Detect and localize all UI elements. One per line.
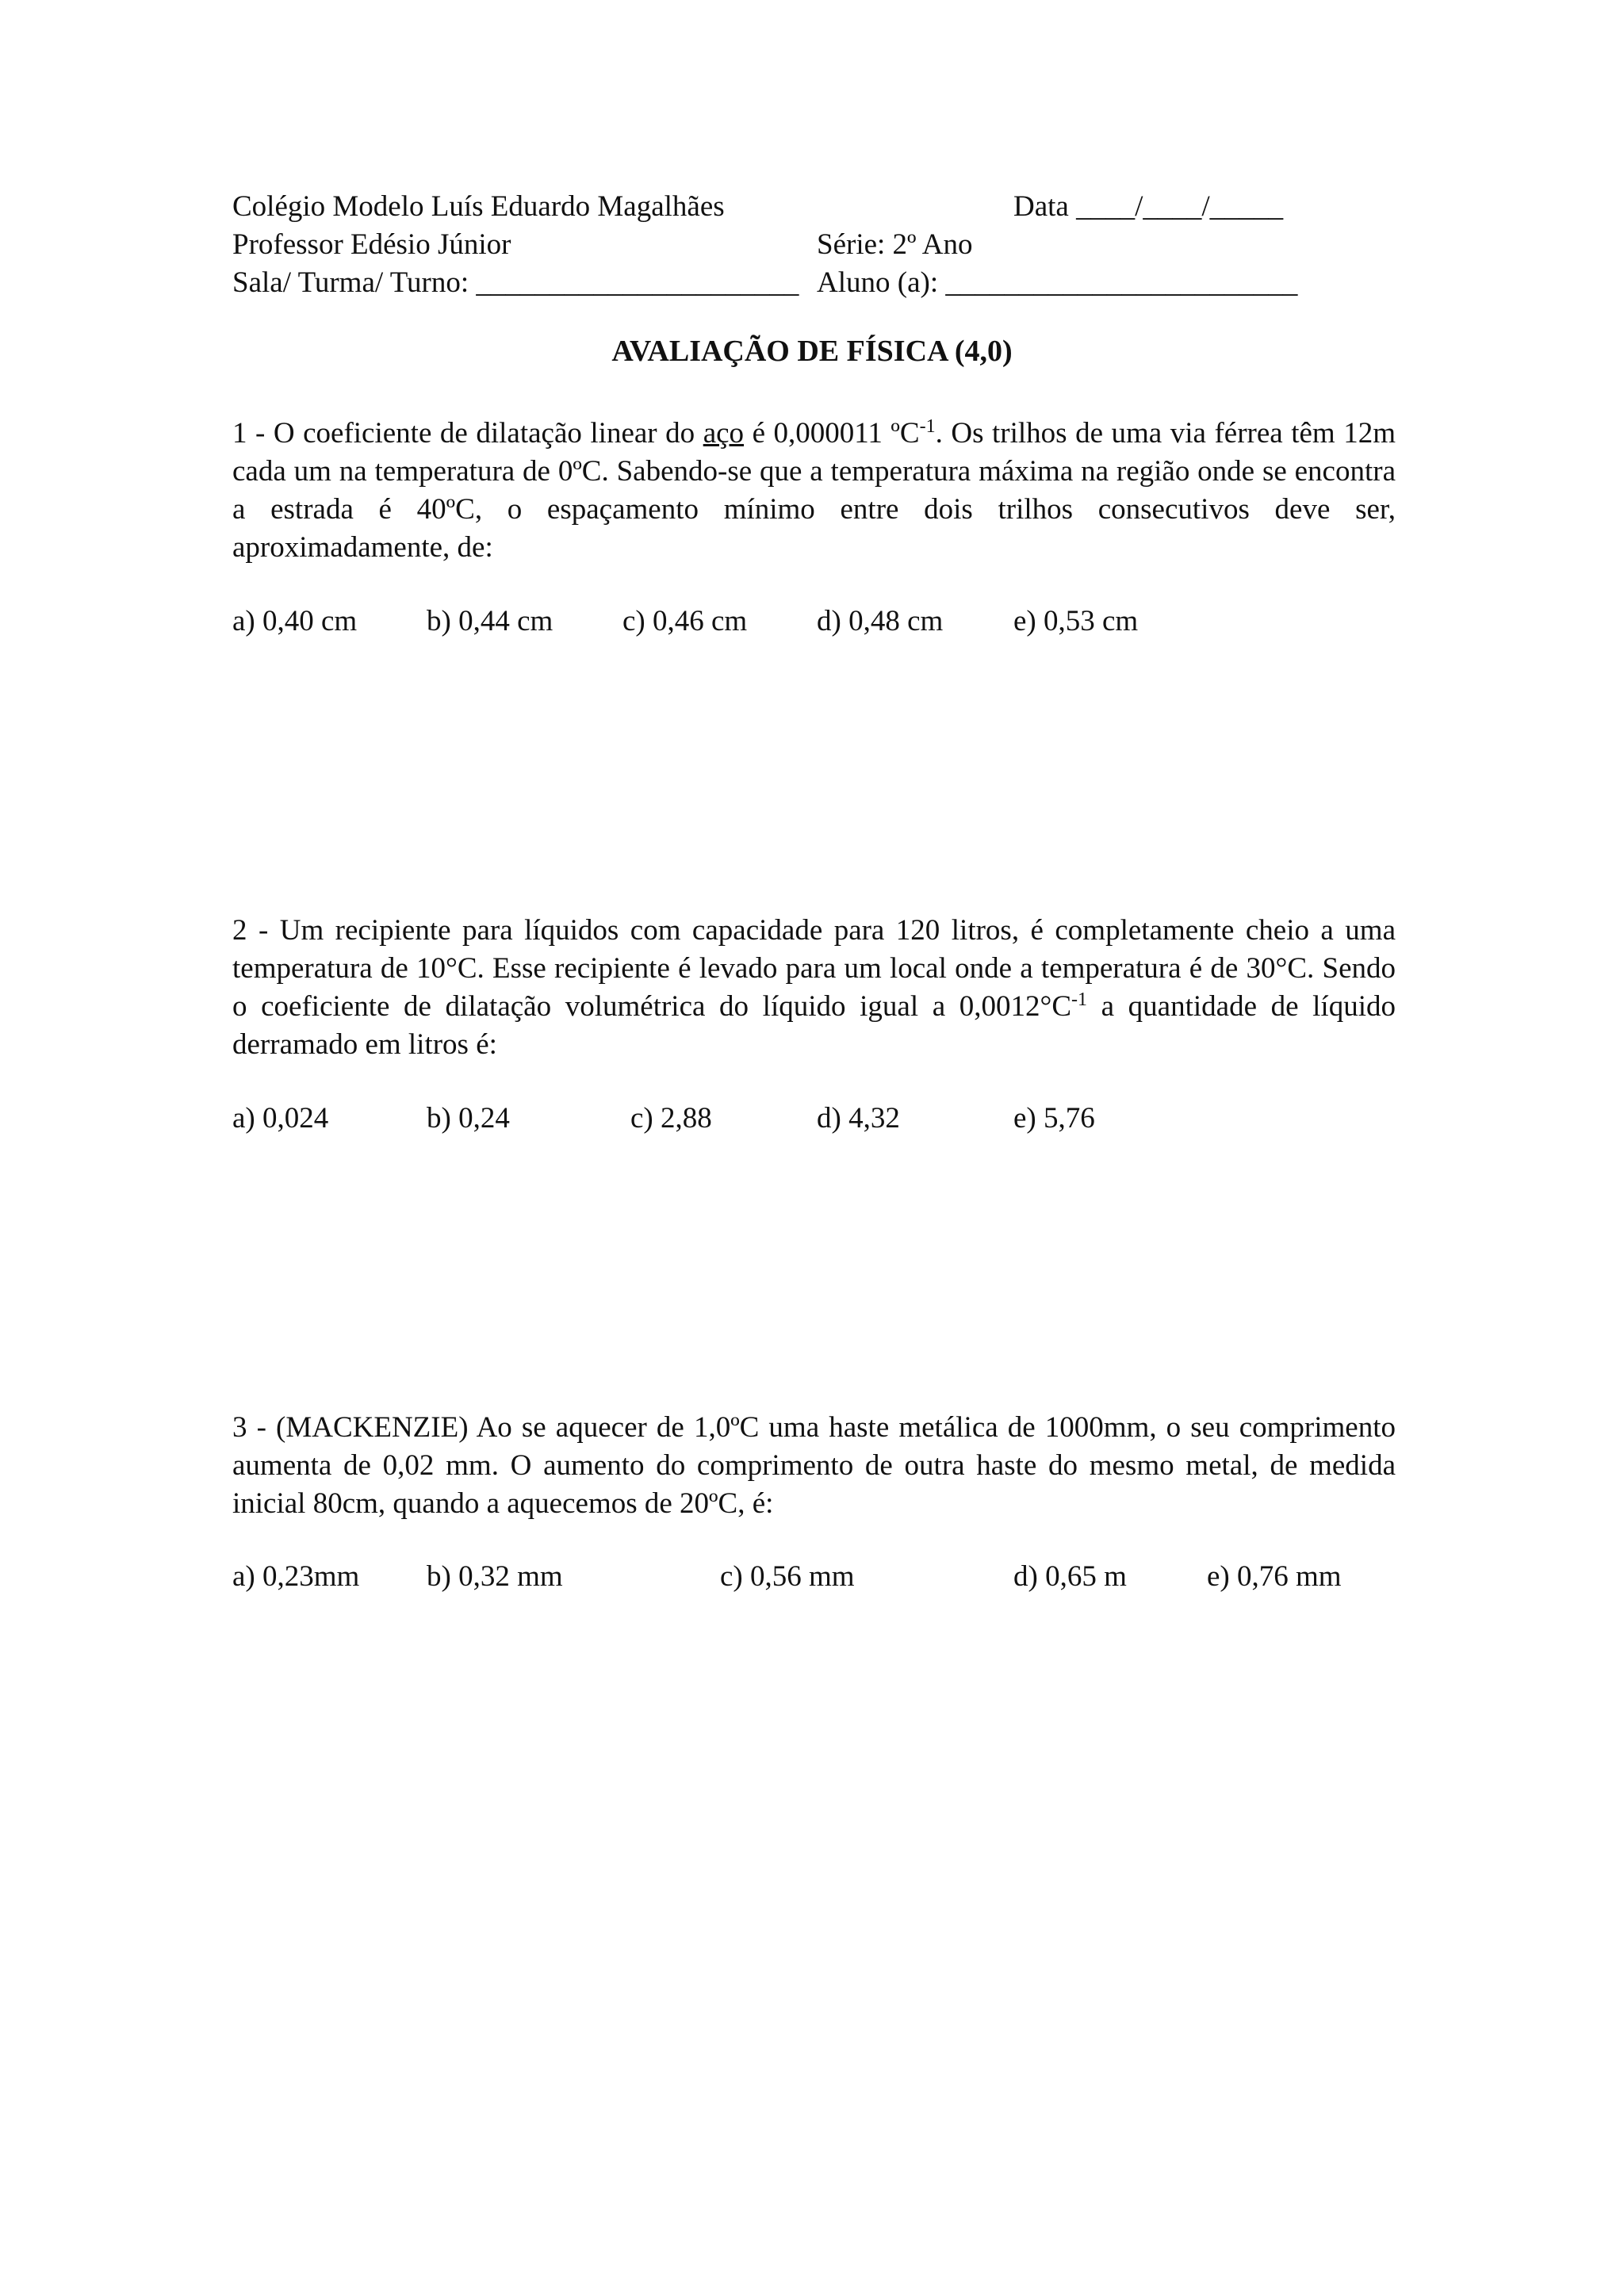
question-2-option-d: d) 4,32 bbox=[817, 1102, 900, 1135]
question-1-option-c: c) 0,46 cm bbox=[622, 605, 748, 637]
question-2-option-c: c) 2,88 bbox=[630, 1102, 712, 1135]
question-3-option-d: d) 0,65 m bbox=[1013, 1560, 1127, 1593]
question-2-text-end: a quantidade de líquido derramado em litros é: bbox=[232, 990, 1396, 1061]
question-1-option-b: b) 0,44 cm bbox=[427, 605, 553, 637]
question-1-text-mid: é 0,000011 ºC bbox=[744, 417, 920, 450]
grade-label: Série: 2º Ano bbox=[817, 228, 973, 261]
student-field: Aluno (a): ________________________ bbox=[817, 266, 1298, 299]
question-1-text bbox=[232, 415, 1396, 567]
question-2-text bbox=[232, 912, 1396, 1064]
exam-title: AVALIAÇÃO DE FÍSICA (4,0) bbox=[611, 335, 1013, 368]
question-3-option-a: a) 0,23mm bbox=[232, 1560, 360, 1593]
question-2-option-a: a) 0,024 bbox=[232, 1102, 329, 1135]
question-3-option-b: b) 0,32 mm bbox=[427, 1560, 563, 1593]
question-2-option-b: b) 0,24 bbox=[427, 1102, 510, 1135]
question-1-text-end: . Os trilhos de uma via férrea têm 12m cada um na temperatura de 0ºC. Sabendo-se que a temperatura máxima na região onde se encontra a estrada é 40ºC, o espaçamento mínimo entre dois trilhos consecutivos deve ser, aproximadamente, de: bbox=[232, 417, 1396, 564]
question-1-superscript: -1 bbox=[919, 416, 936, 437]
question-1-underlined-word: aço bbox=[703, 417, 745, 450]
question-2-superscript: -1 bbox=[1071, 989, 1087, 1010]
question-1-option-d: d) 0,48 cm bbox=[817, 605, 944, 637]
teacher-name: Professor Edésio Júnior bbox=[232, 228, 511, 261]
school-name: Colégio Modelo Luís Eduardo Magalhães bbox=[232, 190, 725, 223]
question-2-option-e: e) 5,76 bbox=[1013, 1102, 1095, 1135]
class-field: Sala/ Turma/ Turno: ______________________ bbox=[232, 266, 799, 299]
question-1-text-start: 1 - O coeficiente de dilatação linear do bbox=[232, 417, 703, 450]
question-2-text-start: 2 - Um recipiente para líquidos com capacidade para 120 litros, é completamente cheio a uma temperatura de 10°C. Esse recipiente é levado para um local onde a temperatura é de 30°C. Sendo o coeficiente de dilatação volumétrica do líquido igual a 0,0012°C bbox=[232, 914, 1396, 1023]
date-field: Data ____/____/_____ bbox=[1013, 190, 1284, 223]
question-3-option-e: e) 0,76 mm bbox=[1207, 1560, 1342, 1593]
question-1-option-e: e) 0,53 cm bbox=[1013, 605, 1139, 637]
question-3-text: 3 - (MACKENZIE) Ao se aquecer de 1,0ºC uma haste metálica de 1000mm, o seu comprimento aumenta de 0,02 mm. O aumento do comprimento de outra haste do mesmo metal, de medida inicial 80cm, quando a aquecemos de 20ºC, é: bbox=[232, 1411, 1396, 1520]
question-1-option-a: a) 0,40 cm bbox=[232, 605, 358, 637]
question-3-option-c: c) 0,56 mm bbox=[720, 1560, 855, 1593]
